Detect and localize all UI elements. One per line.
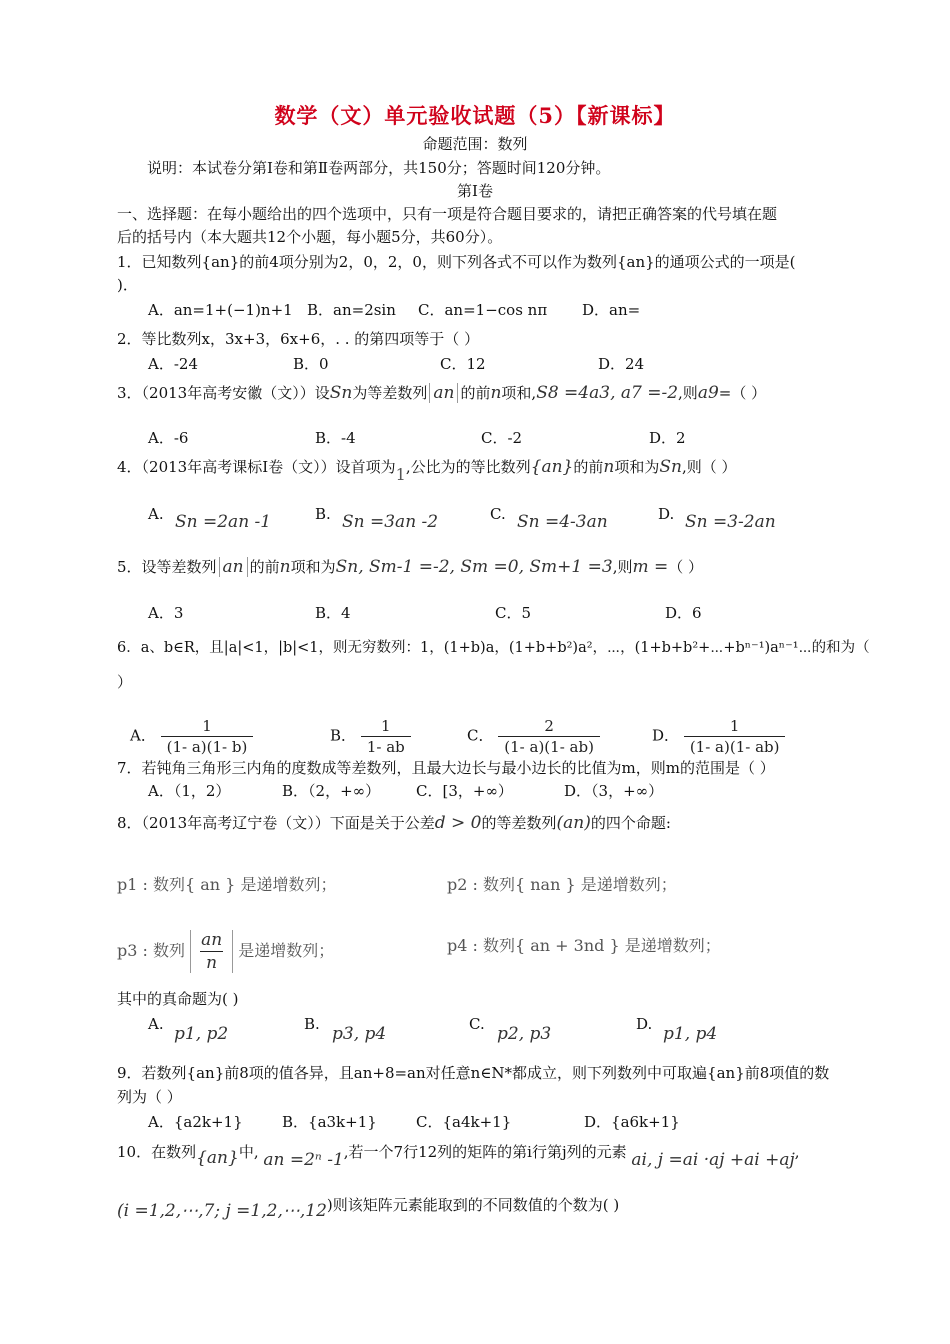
fraction: $\frac{2}{(1- a)(1- ab)}$ — [498, 717, 600, 756]
question-4-option-c: C. — [490, 505, 506, 523]
question-1-stem-end: )． — [117, 276, 138, 294]
proposition-p2: p2 : 数列{ nan } 是递增数列； — [447, 875, 677, 894]
question-8-option-b: B. — [304, 1015, 320, 1033]
question-4-option-b: B. — [315, 505, 331, 523]
question-2-option-d: D．24 — [598, 355, 645, 373]
question-8-option-a: A. — [148, 1015, 164, 1033]
question-7-option-d: D．（3，+∞） — [564, 782, 664, 800]
subtitle: 命题范围：数列 — [422, 135, 528, 153]
question-2-option-a: A．-24 — [148, 355, 198, 373]
question-9-option-d: D．{a6k+1} — [584, 1113, 680, 1131]
question-4-stem: 4．（2013年高考课标Ⅰ卷（文））设首项为1,公比为的等比数列{an}的前n项和为Sn,则（ ） — [117, 457, 737, 484]
question-8-ask: 其中的真命题为( ) — [117, 990, 239, 1008]
question-8-option-c: C. — [469, 1015, 485, 1033]
question-1-option-c: C．an=1−cos nπ — [418, 301, 548, 319]
question-5-stem: 5．设等差数列 an 的前n项和为Sn, Sm-1 =-2, Sm =0, Sm+1 =3,则m =（ ） — [117, 557, 704, 577]
proposition-p1: p1 : 数列{ an } 是递增数列； — [117, 875, 337, 894]
question-10-stem: 10．在数列{an}中, an =2ⁿ -1,若一个7行12列的矩阵的第i行第j列的元素 ai, j =ai ·aj +ai +aj, — [117, 1143, 800, 1170]
question-3-option-d: D．2 — [649, 429, 686, 447]
question-10-stem-end: (i =1,2,⋯,7; j =1,2,⋯,12)则该矩阵元素能取到的不同数值的个数为( ) — [117, 1196, 620, 1221]
section-instructions-2: 后的括号内（本大题共12个小题，每小题5分，共60分）。 — [117, 228, 503, 246]
section-instructions-1: 一、选择题：在每小题给出的四个选项中，只有一项是符合题目要求的，请把正确答案的代号填在题 — [117, 205, 778, 223]
question-3-option-b: B．-4 — [315, 429, 356, 447]
question-6-stem-end: ） — [117, 673, 133, 691]
question-9-option-c: C．{a4k+1} — [416, 1113, 512, 1131]
proposition-p4: p4 : 数列{ an + 3nd } 是递增数列； — [447, 936, 721, 955]
question-8-formula-b: p3, p4 — [332, 1024, 387, 1044]
question-1-option-b: B．an=2sin — [307, 301, 396, 319]
question-3-option-c: C．-2 — [481, 429, 523, 447]
fraction: $\frac{1}{(1- a)(1- b)}$ — [161, 717, 254, 756]
question-6-option-b: B． $\frac{1}{1- ab}$ — [330, 717, 411, 756]
proposition-p3: p3 : 数列 $\frac{an}{n}$ 是递增数列； — [117, 930, 335, 973]
question-5-option-a: A．3 — [148, 604, 184, 622]
question-4-formula-a: Sn =2an -1 — [175, 512, 272, 532]
question-7-option-b: B．（2，+∞） — [282, 782, 381, 800]
question-4-formula-c: Sn =4-3an — [517, 512, 608, 532]
question-6-option-d: D． $\frac{1}{(1- a)(1- ab)}$ — [652, 717, 785, 756]
question-2-stem: 2．等比数列x，3x+3，6x+6，. . 的第四项等于（ ） — [117, 330, 480, 348]
question-8-stem: 8．（2013年高考辽宁卷（文））下面是关于公差d > 0的等差数列(an)的四个命题: — [117, 813, 671, 833]
question-6-option-c: C． $\frac{2}{(1- a)(1- ab)}$ — [467, 717, 600, 756]
question-9-stem-end: 列为（ ） — [117, 1088, 182, 1106]
question-5-option-b: B．4 — [315, 604, 351, 622]
question-8-formula-c: p2, p3 — [497, 1024, 552, 1044]
question-1-stem: 1．已知数列{an}的前4项分别为2，0，2，0，则下列各式不可以作为数列{an}的通项公式的一项是( — [117, 253, 796, 271]
question-8-option-d: D. — [636, 1015, 653, 1033]
question-1-option-d: D．an= — [582, 301, 641, 319]
question-3-option-a: A．-6 — [148, 429, 189, 447]
fraction: $\frac{an}{n}$ — [201, 930, 223, 973]
question-1-option-a: A．an=1+(−1)n+1 — [148, 301, 293, 319]
question-3-stem: 3．（2013年高考安徽（文））设Sn为等差数列 an 的前n项和,S8 =4a3, a7 =-2,则a9=（ ） — [117, 383, 767, 403]
part-heading: 第Ⅰ卷 — [457, 182, 493, 200]
question-7-stem: 7．若钝角三角形三内角的度数成等差数列，且最大边长与最小边长的比值为m，则m的范围是（ ） — [117, 759, 775, 777]
question-7-option-c: C．[3，+∞） — [416, 782, 513, 800]
question-5-option-c: C．5 — [495, 604, 532, 622]
question-9-option-a: A．{a2k+1} — [148, 1113, 243, 1131]
question-4-formula-d: Sn =3-2an — [685, 512, 776, 532]
question-5-option-d: D．6 — [665, 604, 702, 622]
question-4-formula-b: Sn =3an -2 — [342, 512, 439, 532]
question-4-option-d: D. — [658, 505, 675, 523]
question-6-stem: 6．a、b∈R，且|a|<1，|b|<1，则无穷数列：1，(1+b)a，(1+b+b²)a²，⋯，(1+b+b²+⋯+bⁿ⁻¹)aⁿ⁻¹⋯的和为（ — [117, 640, 870, 656]
question-9-stem: 9．若数列{an}前8项的值各异，且an+8=an对任意n∈N*都成立，则下列数列中可取遍{an}前8项值的数 — [117, 1064, 830, 1082]
fraction: $\frac{1}{1- ab}$ — [361, 717, 411, 756]
fraction: $\frac{1}{(1- a)(1- ab)}$ — [684, 717, 786, 756]
question-2-option-c: C．12 — [440, 355, 486, 373]
question-2-option-b: B．0 — [293, 355, 329, 373]
question-8-formula-d: p1, p4 — [663, 1024, 718, 1044]
question-6-option-a: A． $\frac{1}{(1- a)(1- b)}$ — [130, 717, 253, 756]
question-4-option-a: A. — [148, 505, 164, 523]
exam-note: 说明：本试卷分第Ⅰ卷和第Ⅱ卷两部分，共150分；答题时间120分钟。 — [147, 159, 611, 177]
question-9-option-b: B．{a3k+1} — [282, 1113, 377, 1131]
question-8-formula-a: p1, p2 — [174, 1024, 229, 1044]
page-title: 数学（文）单元验收试题（5）【新课标】 — [274, 103, 676, 128]
question-7-option-a: A．（1，2） — [148, 782, 231, 800]
